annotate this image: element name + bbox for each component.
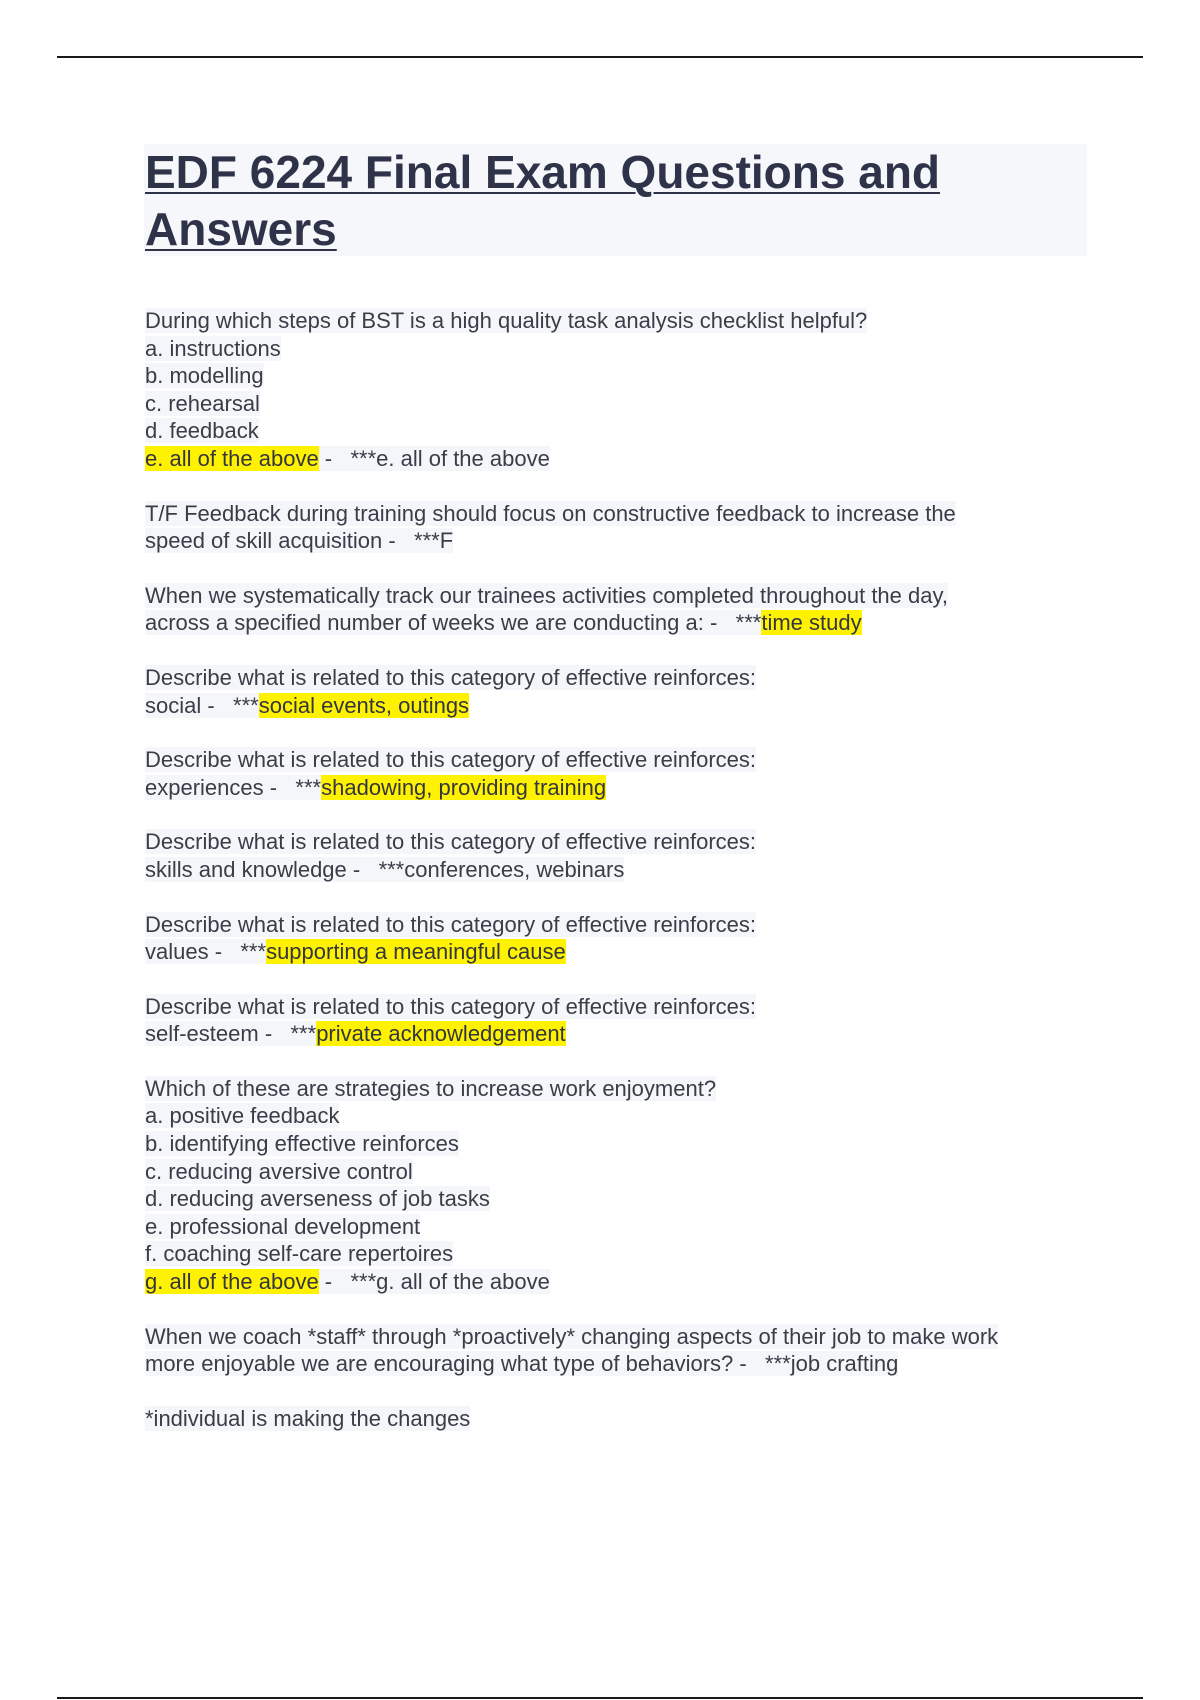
question-line-1: Describe what is related to this category of effective reinforces: (145, 747, 756, 773)
answer-text: ***e. all of the above (350, 445, 550, 471)
question-line-2: experiences (145, 774, 264, 800)
answer-text: ***job crafting (765, 1351, 899, 1377)
answer-prefix: *** (735, 610, 762, 636)
question-line-2: social (145, 692, 202, 718)
option-b: b. modelling (145, 363, 264, 389)
separator: - (346, 856, 379, 882)
question-line-1: Describe what is related to this category of effective reinforces: (145, 911, 756, 937)
separator: - (733, 1351, 766, 1377)
question-line-1: Describe what is related to this category of effective reinforces: (145, 664, 756, 690)
option-f: f. coaching self-care repertoires (145, 1241, 454, 1267)
question-text: Which of these are strategies to increase work enjoyment? (145, 1075, 717, 1101)
separator: - (263, 774, 296, 800)
document-body (145, 307, 1095, 1459)
separator: - (318, 1269, 351, 1295)
separator: - (208, 939, 241, 965)
separator: - (382, 528, 415, 554)
qa-item-2 (145, 500, 1095, 555)
separator: - (318, 445, 351, 471)
question-line-2: values (145, 939, 209, 965)
footnote: *individual is making the changes (145, 1405, 471, 1431)
bottom-rule (57, 1697, 1143, 1699)
qa-item-8 (145, 993, 1095, 1048)
option-e: e. professional development (145, 1213, 421, 1239)
separator: - (703, 610, 736, 636)
question-line-2: skills and knowledge (145, 856, 347, 882)
option-c: c. rehearsal (145, 390, 260, 416)
answer-text: ***F (414, 528, 454, 554)
answer-prefix: *** (295, 774, 322, 800)
question-line-2: more enjoyable we are encouraging what type of behaviors? (145, 1351, 734, 1377)
question-line-1: When we coach *staff* through *proactively* changing aspects of their job to make work (145, 1323, 999, 1349)
question-line-2: speed of skill acquisition (145, 528, 383, 554)
qa-item-6 (145, 828, 1095, 883)
answer-highlight: social events, outings (258, 692, 470, 718)
answer-highlight: time study (761, 610, 862, 636)
question-line-2: across a specified number of weeks we are conducting a: (145, 610, 704, 636)
option-d: d. reducing averseness of job tasks (145, 1186, 490, 1212)
qa-item-5 (145, 746, 1095, 801)
answer-prefix: *** (290, 1021, 317, 1047)
answer-highlight: shadowing, providing training (321, 774, 607, 800)
question-line-1: Describe what is related to this category of effective reinforces: (145, 993, 756, 1019)
qa-item-10 (145, 1323, 1095, 1378)
separator: - (258, 1021, 291, 1047)
option-d: d. feedback (145, 418, 259, 444)
qa-item-1 (145, 307, 1095, 473)
answer-text: ***g. all of the above (350, 1269, 550, 1295)
question-line-2: self-esteem (145, 1021, 259, 1047)
question-line-1: Describe what is related to this category of effective reinforces: (145, 829, 756, 855)
answer-prefix: *** (233, 692, 259, 718)
answer-highlight: private acknowledgement (316, 1021, 566, 1047)
top-rule (57, 56, 1143, 58)
answer-highlight: supporting a meaningful cause (266, 939, 566, 965)
qa-item-3 (145, 582, 1095, 637)
option-c: c. reducing aversive control (145, 1158, 413, 1184)
question-line-1: T/F Feedback during training should focus on constructive feedback to increase the (145, 500, 956, 526)
answer-prefix: *** (240, 939, 267, 965)
highlighted-option: e. all of the above (145, 445, 319, 471)
qa-item-7 (145, 911, 1095, 966)
qa-item-9 (145, 1075, 1095, 1296)
option-a: a. positive feedback (145, 1103, 340, 1129)
footnote-block (145, 1405, 1095, 1433)
highlighted-option: g. all of the above (145, 1269, 319, 1295)
separator: - (201, 692, 234, 718)
question-line-1: When we systematically track our trainees activities completed throughout the day, (145, 582, 948, 608)
option-b: b. identifying effective reinforces (145, 1131, 459, 1157)
page-title: EDF 6224 Final Exam Questions and Answers (145, 146, 941, 255)
title-block (144, 144, 1087, 256)
question-text: During which steps of BST is a high quality task analysis checklist helpful? (145, 308, 868, 333)
qa-item-4 (145, 664, 1095, 719)
option-a: a. instructions (145, 335, 281, 361)
answer-text: ***conferences, webinars (378, 856, 625, 882)
